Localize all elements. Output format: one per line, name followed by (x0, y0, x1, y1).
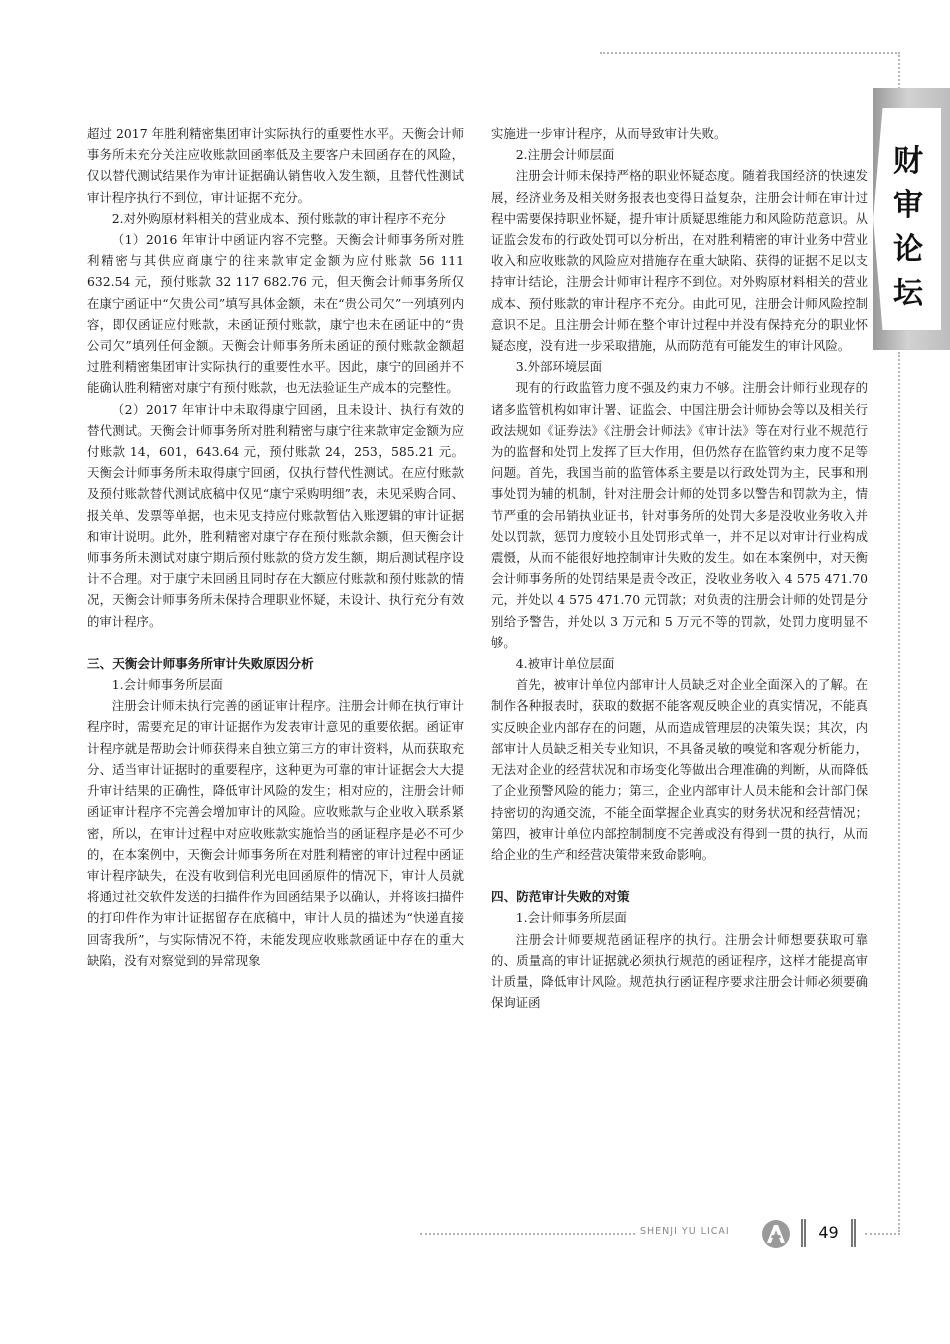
paragraph: （2）2017 年审计中未取得康宁回函，且未设计、执行有效的替代测试。天衡会计师事务所对胜利精密与康宁往来款审定金额为应付账款 14，601，643.64 元，预付账款 24，253，585.21 元。天衡会计师事务所未取得康宁回函，仅执行替代性测试。在应付账款及预付账款替代测试底稿中仅见“康宁采购明细”表，未见采购合同、报关单、发票等单据，也未见支持应付账款暂估入账逻辑的审计证据和审计说明。此外，胜利精密对康宁存在预付账款余额，但天衡会计师事务所未测试对康宁期后预付账款的贷方发生额，期后测试程序设计不合理。对于康宁未回函且同时存在大额应付账款和预付账款的情况，天衡会计师事务所未保持合理职业怀疑，未设计、执行充分有效的审计程序。 (87, 401, 464, 629)
paragraph: 超过 2017 年胜利精密集团审计实际执行的重要性水平。天衡会计师事务所未充分关注应收账款回函率低及主要客户未回函存在的风险，仅以替代测试结果作为审计证据确认销售收入发生额，且替代性测试审计程序执行不到位，审计证据不充分。 (87, 126, 464, 205)
dotted-border-top (600, 52, 900, 54)
paragraph: 首先，被审计单位内部审计人员缺乏对企业全面深入的了解。在制作各种报表时，获取的数据不能客观反映企业的真实情况，不能真实反映企业内部存在的问题，从而造成管理层的决策失误；其次，内部审计人员缺乏相关专业知识，不具备灵敏的嗅觉和客观分析能力，无法对企业的经营状况和市场变化等做出合理准确的判断，从而降低了企业预警风险的能力；第三，企业内部审计人员未能和会计部门保持密切的沟通交流，不能全面掌握企业真实的财务状况和经营情况；第四，被审计单位内部控制制度不完善或没有得到一贯的执行，从而给企业的生产和经营决策带来致命影响。 (491, 677, 868, 862)
paragraph: （1）2016 年审计中函证内容不完整。天衡会计师事务所对胜利精密与其供应商康宁的往来款审定金额为应付账款 56 111 632.54 元，预付账款 32 117 682.76 元，但天衡会计师事务所仅在康宁函证中“欠贵公司”填写具体金额，未在“贵公司欠”一列填列内容，即仅函证应付账款，未函证预付账款，康宁也未在函证中的“贵公司欠”填列任何金额。天衡会计师事务所未函证的预付账款金额超过胜利精密集团审计实际执行的重要性水平。因此，康宁的回函并不能确认胜利精密对康宁有预付账款，也无法验证生产成本的完整性。 (87, 232, 464, 396)
section-title-char-2: 审 (893, 188, 923, 223)
dotted-border-right-upper (898, 52, 900, 92)
left-column (87, 123, 464, 971)
page-number: 49 (801, 1219, 856, 1247)
paragraph: 实施进一步审计程序，从而导致审计失败。 (491, 126, 727, 141)
subsection-heading: 1.会计师事务所层面 (515, 910, 627, 926)
subsection-heading: 2.注册会计师层面 (515, 147, 615, 163)
paragraph: 现有的行政监管力度不强及约束力不够。注册会计师行业现存的诸多监管机构如审计署、证监会、中国注册会计师协会等以及相关行政法规如《证券法》《注册会计师法》《审计法》等在对行业不规范行为的监督和处罚上发挥了巨大作用，但仍然存在监管约束力度不足等问题。首先，我国当前的监管体系主要是以行政处罚为主，民事和刑事处罚为辅的机制，针对注册会计师的处罚多以警告和罚款为主，情节严重的会吊销执业证书，针对事务所的处罚大多是没收业务收入并处以罚款，惩罚力度较小且处罚形式单一，并不足以对审计行业构成震慑，从而不能很好地控制审计失败的发生。如在本案例中，对天衡会计师事务所的处罚结果是责令改正，没收业务收入 4 575 471.70 元，并处以 4 575 471.70 元罚款；对负责的注册会计师的处罚是分别给予警告，并处以 3 万元和 5 万元不等的罚款，处罚力度明显不够。 (491, 380, 868, 650)
section-title-char-1: 财 (893, 144, 923, 179)
section-heading: 三、天衡会计师事务所审计失败原因分析 (87, 655, 314, 671)
paragraph: 注册会计师要规范函证程序的执行。注册会计师想要获取可靠的、质量高的审计证据就必须执行规范的函证程序，这样才能提高审计质量，降低审计风险。规范执行函证程序要求注册会计师必须要确保询证函 (491, 931, 868, 1011)
section-title-char-3: 论 (893, 232, 923, 267)
section-title-char-4: 坛 (893, 276, 923, 311)
dotted-border-right-lower (898, 352, 900, 1232)
section-title (884, 140, 932, 316)
dotted-border-bottom-left (420, 1233, 635, 1235)
section-heading: 四、防范审计失败的对策 (491, 889, 630, 905)
paragraph: 注册会计师未保持严格的职业怀疑态度。随着我国经济的快速发展，经济业务及相关财务报表也变得日益复杂，注册会计师在审计过程中需要保持职业怀疑，提升审计质疑思维能力和风险防范意识。从证监会发布的行政处罚可以分析出，在对胜利精密的审计业务中营业收入和应收账款的风险应对措施存在重大缺陷、获得的证据不足以支持审计结论，注册会计师审计程序不到位。对外购原材料相关的营业成本、预付账款的审计程序不充分。由此可见，注册会计师风险控制意识不足。且注册会计师在整个审计过程中并没有保持充分的职业怀疑态度，没有进一步采取措施，从而防范有可能发生的审计风险。 (491, 168, 868, 354)
subsection-heading: 1.会计师事务所层面 (111, 677, 223, 693)
journal-name: SHENJI YU LICAI (640, 1226, 730, 1237)
subsection-heading: 2.对外购原材料相关的营业成本、预付账款的审计程序不充分 (111, 210, 446, 226)
journal-logo-icon (761, 1219, 791, 1249)
right-column (491, 123, 868, 1013)
dotted-border-bottom-right (865, 1233, 900, 1235)
paragraph: 注册会计师未执行完善的函证审计程序。注册会计师在执行审计程序时，需要充足的审计证据作为发表审计意见的重要依据。函证审计程序就是帮助会计师获得来自独立第三方的审计资料，从而获取充分、适当审计证据时的重要程序，这种更为可靠的审计证据会大大提升审计结果的正确性，降低审计风险的发生；相对应的，注册会计师函证审计程序不完善会增加审计的风险。应收账款与企业收入联系紧密，所以，在审计过程中对应收账款实施恰当的函证程序是必不可少的，在本案例中，天衡会计师事务所在对胜利精密的审计过程中函证审计程序缺失，在没有收到信利光电回函原件的情况下，审计人员就将通过社交软件发送的扫描件作为回函结果予以确认，并将该扫描件的打印件作为审计证据留存在底稿中，审计人员的描述为“快递直接回寄我所”，与实际情况不符，未能发现应收账款函证中存在的重大缺陷，没有对察觉到的异常现象 (87, 698, 464, 968)
subsection-heading: 4.被审计单位层面 (515, 656, 615, 672)
subsection-heading: 3.外部环境层面 (515, 359, 602, 375)
